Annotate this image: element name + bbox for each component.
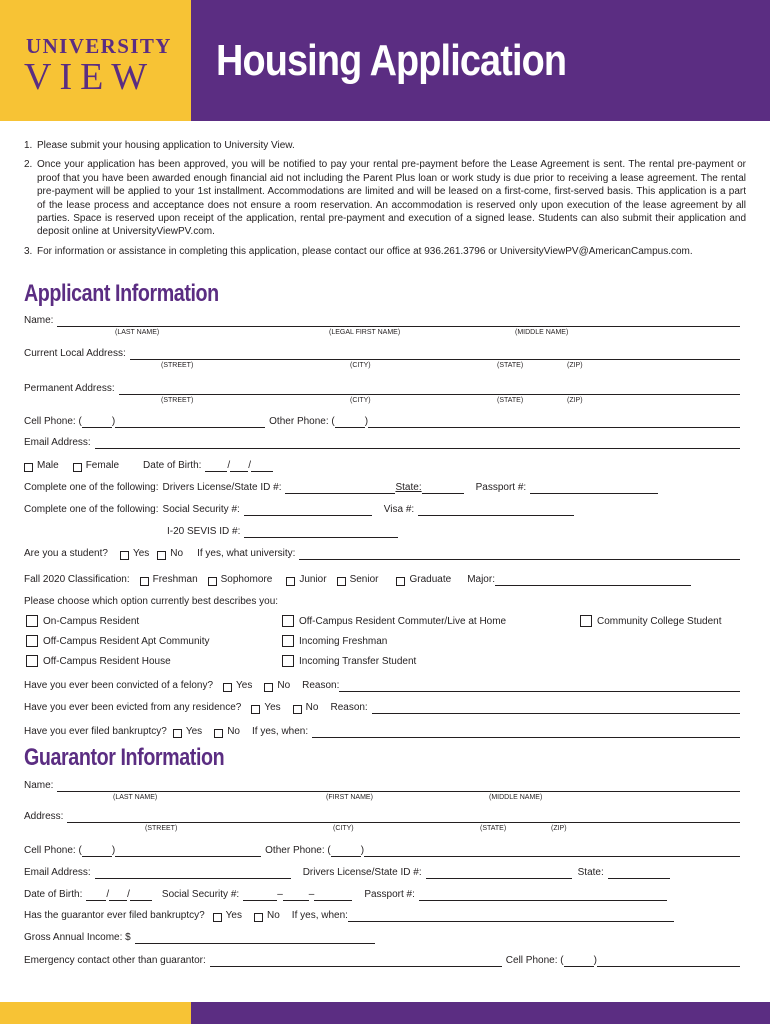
logo-panel	[0, 0, 191, 121]
bankruptcy-when-field[interactable]	[348, 911, 674, 922]
off-campus-house-checkbox[interactable]	[26, 655, 38, 667]
local-address-label: Current Local Address:	[24, 348, 126, 359]
guarantor-address-field[interactable]	[67, 812, 740, 823]
ssn-dash: –	[308, 889, 315, 900]
senior-checkbox[interactable]	[337, 577, 346, 586]
dob-year-field[interactable]	[130, 890, 152, 901]
email-label: Email Address:	[24, 437, 91, 448]
visa-field[interactable]	[418, 505, 574, 516]
on-campus-option[interactable]	[26, 615, 139, 627]
student-no-checkbox[interactable]	[157, 551, 166, 560]
sub-city: (CITY)	[350, 362, 371, 369]
yes-label: Yes	[225, 910, 242, 921]
guarantor-email-row	[24, 867, 744, 879]
incoming-transfer-checkbox[interactable]	[282, 655, 294, 667]
option-label: Off-Campus Resident House	[43, 655, 171, 667]
sub-last-name: (LAST NAME)	[113, 794, 158, 801]
sub-street: (STREET)	[145, 825, 178, 832]
major-label: Major:	[467, 574, 495, 585]
paren: )	[111, 416, 116, 427]
emergency-label: Emergency contact other than guarantor:	[24, 955, 206, 966]
ssn-field[interactable]	[244, 505, 372, 516]
state-label: State:	[577, 867, 604, 878]
off-campus-apt-option[interactable]	[26, 635, 210, 647]
no-label: No	[277, 680, 291, 691]
passport-field[interactable]	[530, 483, 658, 494]
paren: )	[593, 955, 597, 966]
dob-month-field[interactable]	[86, 890, 106, 901]
local-address-row	[24, 348, 744, 360]
ssn-part1-field[interactable]	[243, 890, 277, 901]
no-label: No	[267, 910, 280, 921]
male-checkbox[interactable]	[24, 463, 33, 472]
other-phone-field[interactable]	[364, 846, 740, 857]
major-field[interactable]	[495, 575, 691, 586]
yes-label: Yes	[185, 726, 203, 737]
instruction-number: 1.	[24, 140, 33, 151]
bankruptcy-yes-checkbox[interactable]	[173, 729, 182, 738]
email-field[interactable]	[95, 868, 291, 879]
drivers-license-label: Drivers License/State ID #:	[302, 867, 422, 878]
junior-checkbox[interactable]	[286, 577, 295, 586]
address-label: Address:	[24, 811, 64, 822]
ssn-label: Social Security #:	[161, 889, 240, 900]
reason-label: Reason:	[302, 680, 340, 691]
sub-street: (STREET)	[161, 397, 194, 404]
email-field[interactable]	[95, 438, 740, 449]
senior-label: Senior	[349, 574, 379, 585]
applicant-heading: Applicant Information	[24, 280, 219, 307]
passport-label: Passport #:	[364, 889, 415, 900]
university-field[interactable]	[299, 549, 740, 560]
state-field[interactable]	[608, 868, 670, 879]
bankruptcy-question: Has the guarantor ever filed bankruptcy?	[24, 910, 205, 921]
student-yes-checkbox[interactable]	[120, 551, 129, 560]
logo-view: VIEW	[24, 56, 156, 98]
sevis-label: I-20 SEVIS ID #:	[167, 526, 241, 537]
felony-question: Have you ever been convicted of a felony?	[24, 680, 214, 691]
felony-no-checkbox[interactable]	[264, 683, 273, 692]
bankruptcy-question: Have you ever filed bankruptcy?	[24, 726, 167, 737]
incoming-transfer-option[interactable]	[282, 655, 416, 667]
sophomore-label: Sophomore	[220, 574, 273, 585]
off-campus-apt-checkbox[interactable]	[26, 635, 38, 647]
drivers-license-field[interactable]	[426, 868, 572, 879]
community-college-option[interactable]	[580, 615, 722, 627]
evicted-question: Have you ever been evicted from any residence?	[24, 702, 242, 713]
sub-state: (STATE)	[480, 825, 507, 832]
instruction-item	[24, 245, 746, 258]
instruction-text: For information or assistance in completing this application, please contact our office at 936.261.3796 or UniversityViewPV@AmericanCampus.com.	[37, 245, 693, 257]
guarantor-bankruptcy-row	[24, 910, 744, 922]
classification-label: Fall 2020 Classification:	[24, 574, 130, 585]
female-checkbox[interactable]	[73, 463, 82, 472]
sub-zip: (ZIP)	[567, 362, 583, 369]
option-label: Incoming Transfer Student	[299, 655, 417, 667]
incoming-freshman-option[interactable]	[282, 635, 387, 647]
cell-area-code-field[interactable]	[82, 417, 112, 428]
income-field[interactable]	[135, 933, 375, 944]
state-field[interactable]	[422, 483, 464, 494]
sevis-row	[167, 526, 467, 538]
paren: )	[360, 845, 365, 856]
dob-slash: /	[106, 889, 110, 900]
guarantor-name-field[interactable]	[57, 781, 740, 792]
no-label: No	[170, 548, 184, 559]
instruction-item	[24, 158, 746, 238]
ssn-part3-field[interactable]	[314, 890, 352, 901]
state-label: State:	[395, 482, 422, 493]
cell-phone-field[interactable]	[115, 846, 261, 857]
name-label: Name:	[24, 315, 54, 326]
local-address-field[interactable]	[130, 349, 740, 360]
sub-state: (STATE)	[497, 397, 524, 404]
university-label: If yes, what university:	[197, 548, 296, 559]
evicted-reason-field[interactable]	[372, 703, 740, 714]
bankruptcy-no-checkbox[interactable]	[254, 913, 263, 922]
dob-slash: /	[227, 460, 231, 471]
dob-day-field[interactable]	[109, 890, 127, 901]
drivers-license-field[interactable]	[285, 483, 395, 494]
evicted-yes-checkbox[interactable]	[251, 705, 260, 714]
instruction-number: 2.	[24, 159, 33, 171]
other-phone-label: Other Phone: (	[269, 416, 335, 427]
dob-label: Date of Birth:	[24, 889, 83, 900]
id-row	[24, 482, 744, 494]
choose-label: Please choose which option currently best describes you:	[24, 596, 279, 607]
sub-middle-name: (MIDDLE NAME)	[515, 329, 569, 336]
when-label: If yes, when:	[251, 726, 309, 737]
sub-zip: (ZIP)	[567, 397, 583, 404]
graduate-checkbox[interactable]	[396, 577, 405, 586]
cell-phone-label: Cell Phone: (	[505, 955, 564, 966]
emergency-name-field[interactable]	[210, 956, 502, 967]
sub-last-name: (LAST NAME)	[115, 329, 160, 336]
emergency-phone-field[interactable]	[597, 956, 740, 967]
passport-label: Passport #:	[475, 482, 527, 493]
junior-label: Junior	[299, 574, 327, 585]
sevis-field[interactable]	[244, 527, 398, 538]
reason-label: Reason:	[330, 702, 368, 713]
sub-city: (CITY)	[333, 825, 354, 832]
page-title: Housing Application	[216, 36, 567, 85]
freshman-checkbox[interactable]	[140, 577, 149, 586]
option-label: Off-Campus Resident Commuter/Live at Home	[299, 615, 507, 627]
applicant-name-row	[24, 315, 744, 327]
guarantor-dob-row	[24, 889, 744, 901]
female-label: Female	[85, 460, 120, 471]
sub-state: (STATE)	[497, 362, 524, 369]
dob-day-field[interactable]	[230, 461, 248, 472]
complete-label: Complete one of the following:	[24, 504, 159, 515]
instruction-text: Please submit your housing application to University View.	[37, 140, 295, 151]
classification-row	[24, 574, 744, 586]
bankruptcy-when-field[interactable]	[312, 727, 740, 738]
bankruptcy-yes-checkbox[interactable]	[213, 913, 222, 922]
cell-phone-label: Cell Phone: (	[24, 845, 82, 856]
email-label: Email Address:	[24, 867, 91, 878]
freshman-label: Freshman	[152, 574, 198, 585]
student-row	[24, 548, 744, 560]
felony-yes-checkbox[interactable]	[223, 683, 232, 692]
applicant-phone-row	[24, 416, 744, 428]
no-label: No	[305, 702, 319, 713]
dob-month-field[interactable]	[205, 461, 227, 472]
dob-year-field[interactable]	[251, 461, 273, 472]
paren: )	[111, 845, 116, 856]
when-label: If yes, when:	[291, 910, 348, 921]
applicant-name-field[interactable]	[57, 316, 740, 327]
community-college-checkbox[interactable]	[580, 615, 592, 627]
sub-zip: (ZIP)	[551, 825, 567, 832]
yes-label: Yes	[132, 548, 150, 559]
visa-label: Visa #:	[383, 504, 415, 515]
evicted-no-checkbox[interactable]	[293, 705, 302, 714]
instruction-item	[24, 139, 746, 152]
instructions-list	[24, 139, 746, 264]
sub-first-name: (LEGAL FIRST NAME)	[329, 329, 401, 336]
emergency-row	[24, 955, 744, 967]
student-question: Are you a student?	[24, 548, 108, 559]
ssn-part2-field[interactable]	[283, 890, 309, 901]
other-phone-label: Other Phone: (	[265, 845, 331, 856]
paren: )	[364, 416, 369, 427]
yes-label: Yes	[236, 680, 253, 691]
instruction-number: 3.	[24, 245, 33, 257]
commuter-checkbox[interactable]	[282, 615, 294, 627]
footer-gold-bar	[0, 1002, 191, 1024]
cell-phone-field[interactable]	[115, 417, 265, 428]
ssn-label: Social Security #:	[162, 504, 240, 515]
title-panel	[191, 0, 770, 121]
income-label: Gross Annual Income: $	[24, 932, 131, 943]
option-label: Off-Campus Resident Apt Community	[43, 635, 210, 647]
sub-city: (CITY)	[350, 397, 371, 404]
instruction-text: Once your application has been approved, you will be notified to pay your rental pre-payment before the Lease Agreement is sent. The rental pre-payment or proof that you have been awarded enough financial aid not including the Parent Plus loan or work study is due prior to receiving a lease agreement. The rental pre-payment will be applied to your 1st installment. Accommodations are limited and will be leased on a first-come, first-served basis. This application is a part of the lease process and acceptance does not ensure a room reservation. An accommodation is reserved only upon execution of the lease agreement by all parties. Space is reserved upon receipt of the application, rental pre-payment and execution of a signed lease. Students can also submit their application and deposit online at UniversityViewPV.com.	[37, 159, 746, 238]
male-label: Male	[37, 460, 59, 471]
permanent-address-row	[24, 383, 744, 395]
permanent-address-label: Permanent Address:	[24, 383, 115, 394]
gender-dob-row	[24, 460, 744, 472]
guarantor-name-row	[24, 780, 744, 792]
off-campus-house-option[interactable]	[26, 655, 171, 667]
ssn-row	[24, 504, 744, 516]
dob-label: Date of Birth:	[143, 460, 202, 471]
drivers-license-label: Drivers License/State ID #:	[162, 482, 282, 493]
logo-university: UNIVERSITY	[26, 34, 172, 58]
sophomore-checkbox[interactable]	[208, 577, 217, 586]
yes-label: Yes	[264, 702, 281, 713]
name-label: Name:	[24, 780, 54, 791]
other-area-code-field[interactable]	[331, 846, 361, 857]
footer-purple-bar	[191, 1002, 770, 1024]
on-campus-checkbox[interactable]	[26, 615, 38, 627]
felony-row	[24, 680, 744, 692]
other-phone-field[interactable]	[368, 417, 740, 428]
complete-label: Complete one of the following:	[24, 482, 159, 493]
option-label: Incoming Freshman	[299, 635, 388, 647]
guarantor-heading: Guarantor Information	[24, 744, 225, 771]
bankruptcy-no-checkbox[interactable]	[214, 729, 223, 738]
no-label: No	[227, 726, 240, 737]
graduate-label: Graduate	[409, 574, 452, 585]
permanent-address-field[interactable]	[119, 384, 740, 395]
incoming-freshman-checkbox[interactable]	[282, 635, 294, 647]
commuter-option[interactable]	[282, 615, 506, 627]
cell-phone-label: Cell Phone: (	[24, 416, 82, 427]
dob-slash: /	[248, 460, 251, 471]
cell-area-code-field[interactable]	[82, 846, 112, 857]
applicant-email-row	[24, 437, 744, 449]
sub-first-name: (FIRST NAME)	[326, 794, 373, 801]
bankruptcy-row	[24, 726, 744, 738]
choose-row	[24, 596, 744, 608]
other-area-code-field[interactable]	[335, 417, 365, 428]
sub-middle-name: (MIDDLE NAME)	[489, 794, 543, 801]
ssn-dash: –	[277, 889, 283, 900]
guarantor-address-row	[24, 811, 744, 823]
option-label: On-Campus Resident	[43, 615, 140, 627]
passport-field[interactable]	[419, 890, 667, 901]
evicted-row	[24, 702, 744, 714]
option-label: Community College Student	[597, 615, 722, 627]
income-row	[24, 932, 744, 944]
felony-reason-field[interactable]	[339, 681, 740, 692]
dob-slash: /	[127, 889, 130, 900]
cell-area-code-field[interactable]	[564, 956, 594, 967]
sub-street: (STREET)	[161, 362, 194, 369]
guarantor-phone-row	[24, 845, 744, 857]
